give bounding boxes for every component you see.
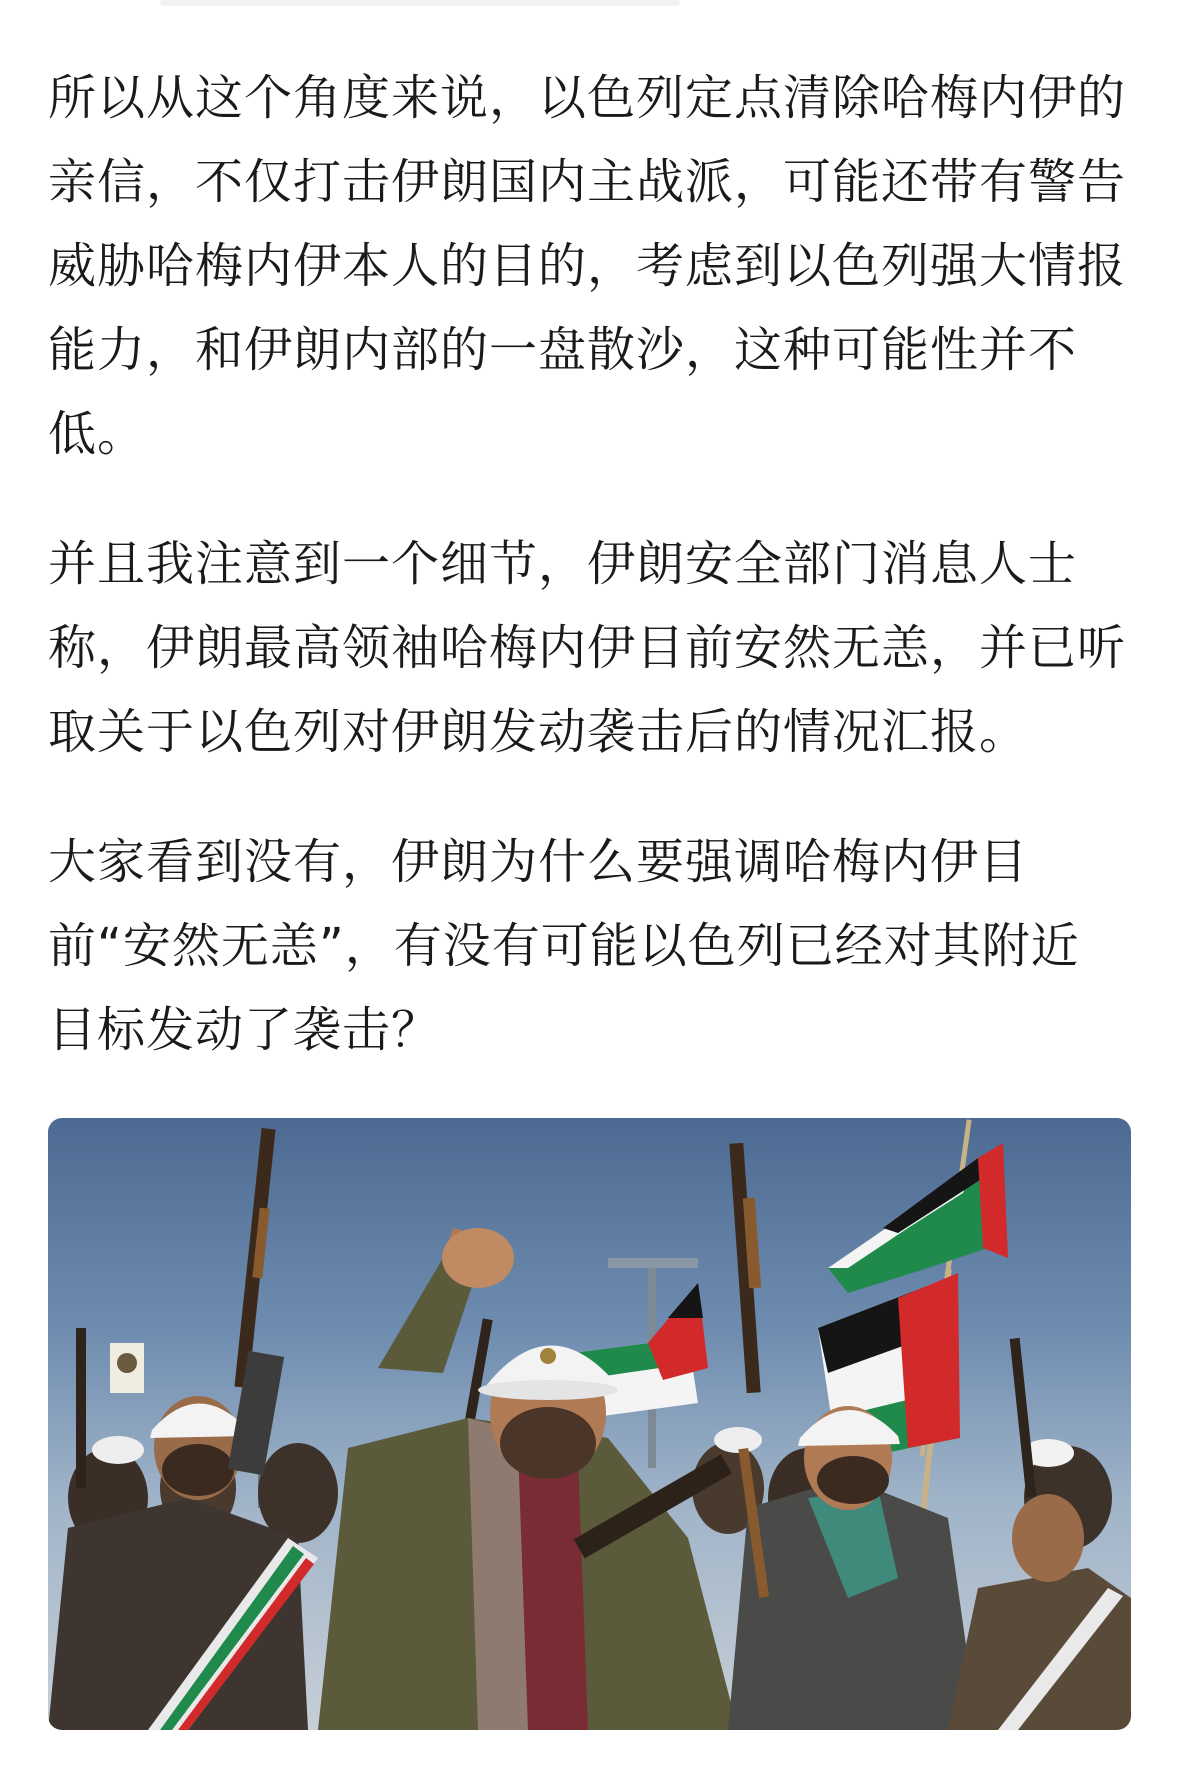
rally-photo-illustration	[48, 1118, 1131, 1730]
paragraph-3: 大家看到没有，伊朗为什么要强调哈梅内伊目前“安然无恙”，有没有可能以色列已经对其附近目标发动了袭击？	[48, 834, 1080, 1058]
paragraph-2: 并且我注意到一个细节，伊朗安全部门消息人士称，伊朗最高领袖哈梅内伊目前安然无恙，并已听取关于以色列对伊朗发动袭击后的情况汇报。	[48, 536, 1127, 760]
article-photo[interactable]	[48, 1118, 1131, 1730]
right-man-cap	[728, 1406, 978, 1730]
paragraph-1: 所以从这个角度来说，以色列定点清除哈梅内伊的亲信，不仅打击伊朗国内主战派，可能还带有警告威胁哈梅内伊本人的目的，考虑到以色列强大情报能力，和伊朗内部的一盘散沙，这种可能性并不低。	[48, 70, 1127, 462]
right-foreground-figure	[948, 1494, 1131, 1730]
central-man-raised-fist	[318, 1228, 738, 1730]
article-body	[48, 56, 1128, 1118]
lamp-arm	[608, 1258, 698, 1268]
top-divider	[160, 0, 680, 6]
small-portrait-banner	[110, 1343, 144, 1393]
left-man	[48, 1351, 318, 1730]
